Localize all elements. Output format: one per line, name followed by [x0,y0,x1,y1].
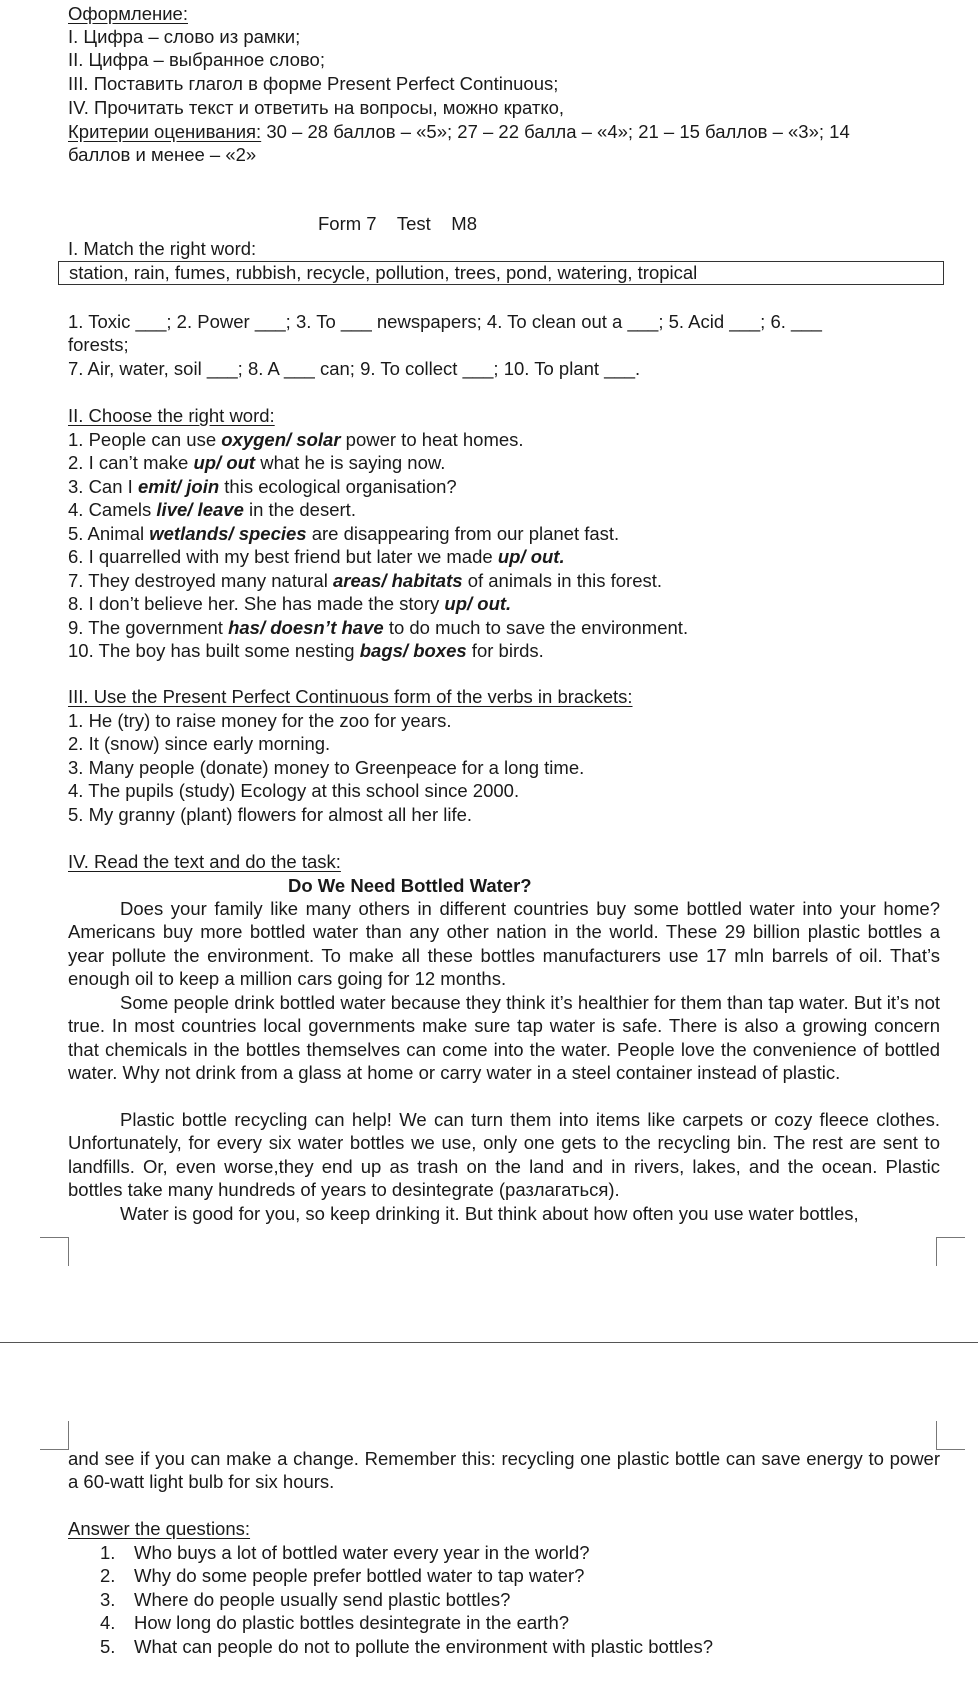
section4-heading: IV. Read the text and do the task: [68,851,341,872]
section2-item [68,592,511,615]
answers-heading: Answer the questions: [68,1518,251,1539]
item-text: of animals in this forest. [462,570,663,591]
text-paragraph: Some people drink bottled water because they think it’s healthier for them than tap water. But it’s not true. In most countries local governments make sure tap water is safe. There is also a growing concern that chemicals in the bottles themselves can come into the water. People love the convenience of bottled water. Why not drink from a glass at home or carry water in a steel container instead of plastic. [68,992,940,1083]
instruction-line: IV. Прочитать текст и ответить на вопросы, можно кратко, [68,97,565,118]
word-choice: areas/ habitats [332,570,463,591]
item-text: 10. The boy has built some nesting [68,640,360,661]
item-text: 8. I don’t believe her. She has made the story [68,593,445,614]
criteria-text: 30 – 28 баллов – «5»; 27 – 22 балла – «4»; 21 – 15 баллов – «3»; 14 [261,121,850,142]
question-item: What can people do not to pollute the environment with plastic bottles? [134,1636,713,1657]
item-text: 3. Can I [68,476,138,497]
item-text: are disappearing from our planet fast. [306,523,620,544]
page-break-divider [0,1342,978,1343]
question-item: How long do plastic bottles desintegrate in the earth? [134,1612,570,1633]
section2-item [68,616,688,639]
item-text: what he is saying now. [255,452,446,473]
item-text: this ecological organisation? [219,476,457,497]
question-number: 1. [100,1542,116,1563]
section1-line: 1. Toxic ___; 2. Power ___; 3. To ___ newspapers; 4. To clean out a ___; 5. Acid ___; 6. ___ [68,311,822,332]
item-text: 6. I quarrelled with my best friend but later we made [68,546,498,567]
word-choice: oxygen/ solar [221,429,341,450]
word-choice: emit/ join [137,476,220,497]
criteria-line-2: баллов и менее – «2» [68,144,257,165]
text-paragraph: Does your family like many others in different countries buy some bottled water into your home? Americans buy more bottled water than any other nation in the world. These 29 billion plastic bottles a year pollute the environment. To make all these bottles manufacturers use 17 mln barrels of oil. That’s enough oil to keep a million cars going for 12 months. [68,898,940,989]
word-choice: bags/ boxes [359,640,467,661]
text-paragraph: Water is good for you, so keep drinking it. But think about how often you use water bottles, [120,1203,859,1224]
item-text: power to heat homes. [340,429,524,450]
word-box [58,261,944,285]
question-number: 3. [100,1589,116,1610]
page-corner-mark [40,1237,69,1266]
item-text: for birds. [466,640,544,661]
text-title: Do We Need Bottled Water? [288,875,532,896]
page-corner-mark [936,1237,965,1266]
section3-item: 3. Many people (donate) money to Greenpeace for a long time. [68,757,585,778]
question-item: Who buys a lot of bottled water every year in the world? [134,1542,590,1563]
section2-item [68,475,457,498]
section3-item: 1. He (try) to raise money for the zoo for years. [68,710,452,731]
word-box-text: station, rain, fumes, rubbish, recycle, pollution, trees, pond, watering, tropical [69,262,698,283]
instruction-line: III. Поставить глагол в форме Present Perfect Continuous; [68,73,559,94]
word-choice: up/ out. [497,546,565,567]
item-text: 7. They destroyed many natural [68,570,333,591]
section3-heading: III. Use the Present Perfect Continuous form of the verbs in brackets: [68,686,633,707]
section1-line: forests; [68,334,129,355]
item-text: 1. People can use [68,429,222,450]
criteria-line [68,120,850,143]
question-number: 4. [100,1612,116,1633]
criteria-label: Критерии оценивания: [68,121,262,142]
section1-line: 7. Air, water, soil ___; 8. A ___ can; 9. To collect ___; 10. To plant ___. [68,358,641,379]
question-item: Where do people usually send plastic bottles? [134,1589,511,1610]
item-text: 5. Animal [68,523,150,544]
section2-item [68,545,565,568]
word-choice: wetlands/ species [149,523,307,544]
page-corner-mark [40,1421,69,1450]
text-paragraph-continued: and see if you can make a change. Remember this: recycling one plastic bottle can save energy to power a 60-watt light bulb for six hours. [68,1448,940,1493]
form-title: Form 7 Test M8 [318,213,478,234]
section2-item [68,498,356,521]
section2-item [68,522,619,545]
section1-heading: I. Match the right word: [68,238,257,259]
instruction-line: II. Цифра – выбранное слово; [68,49,325,70]
word-choice: up/ out. [444,593,512,614]
question-number: 2. [100,1565,116,1586]
question-item: Why do some people prefer bottled water to tap water? [134,1565,585,1586]
item-text: to do much to save the environment. [383,617,689,638]
item-text: 2. I can’t make [68,452,194,473]
word-choice: live/ leave [156,499,244,520]
section3-item: 2. It (snow) since early morning. [68,733,331,754]
word-choice: has/ doesn’t have [228,617,384,638]
instruction-line: I. Цифра – слово из рамки; [68,26,301,47]
section3-item: 5. My granny (plant) flowers for almost all her life. [68,804,473,825]
section2-item [68,428,524,451]
item-text: 4. Camels [68,499,157,520]
item-text: 9. The government [68,617,229,638]
word-choice: up/ out [193,452,256,473]
section2-item [68,639,544,662]
text-paragraph: Plastic bottle recycling can help! We can turn them into items like carpets or cozy fleece clothes. Unfortunately, for every six water bottles we use, only one gets to the recycling bin. The rest are sent to landfills. Or, even worse,they end up as trash on the land and in rivers, lakes, and the ocean. Plastic bottles take many hundreds of years to desintegrate (разлагаться). [68,1109,940,1200]
instructions-heading: Оформление: [68,3,188,24]
section2-item [68,569,662,592]
item-text: in the desert. [243,499,356,520]
page-corner-mark [936,1421,965,1450]
question-number: 5. [100,1636,116,1657]
section3-item: 4. The pupils (study) Ecology at this school since 2000. [68,780,520,801]
section2-item [68,451,445,474]
section2-heading: II. Choose the right word: [68,405,275,426]
